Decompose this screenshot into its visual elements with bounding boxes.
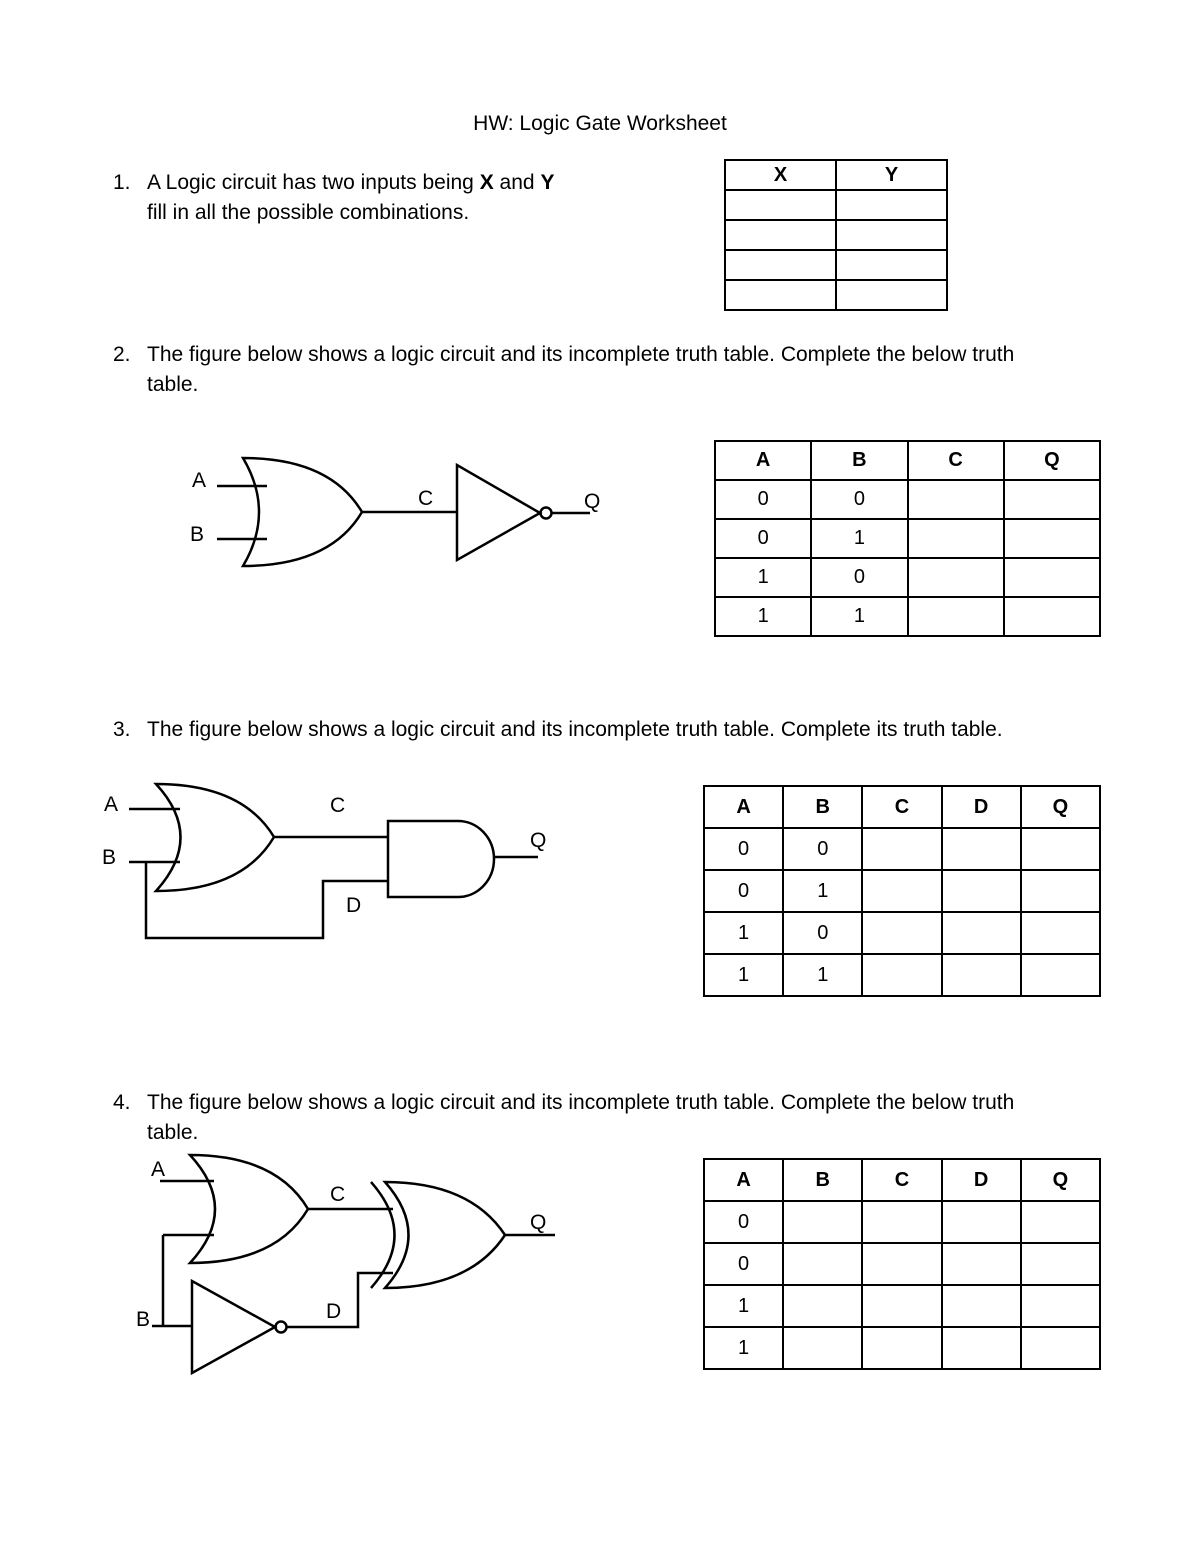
blank-cell[interactable] [862,1243,941,1285]
table-row [715,558,1100,597]
table-cell: 0 [715,519,811,558]
column-header: C [862,1159,941,1201]
table-cell: 0 [783,828,862,870]
blank-cell[interactable] [942,828,1021,870]
table-cell: 0 [704,1201,783,1243]
label-q: Q [530,829,547,852]
or-gate [156,784,274,891]
truth-table-q4 [703,1158,1101,1370]
blank-cell[interactable] [725,190,836,220]
column-header: A [704,1159,783,1201]
label-a: A [104,793,119,816]
table-row [715,480,1100,519]
table-row [704,1243,1100,1285]
column-header: C [908,441,1004,480]
table-header-row [704,1159,1100,1201]
variable-x: X [479,171,494,194]
question-text-line1: The figure below shows a logic circuit and its incomplete truth table. Complete the below truth [147,343,1015,366]
blank-cell[interactable] [1021,954,1100,996]
question-1 [113,168,673,230]
table-cell: 1 [704,912,783,954]
variable-y: Y [540,171,555,194]
table-row [704,1201,1100,1243]
blank-cell[interactable] [942,1285,1021,1327]
table-cell: 0 [704,828,783,870]
blank-cell[interactable] [1021,912,1100,954]
blank-cell[interactable] [862,954,941,996]
label-a: A [151,1158,166,1181]
table-row [725,280,947,310]
question-3 [113,715,1093,747]
question-text [147,168,554,228]
column-header: Q [1021,1159,1100,1201]
label-b: B [136,1308,151,1331]
question-text-line2: table. [147,373,199,396]
blank-cell[interactable] [1021,1201,1100,1243]
or-gate [190,1155,308,1263]
label-c: C [418,487,434,510]
blank-cell[interactable] [942,1327,1021,1369]
blank-cell[interactable] [1021,828,1100,870]
table-cell: 1 [715,558,811,597]
table-row [704,828,1100,870]
table-cell: 0 [811,480,907,519]
question-text: The figure below shows a logic circuit and its incomplete truth table. Complete its truth table. [147,718,1003,741]
column-header: Q [1021,786,1100,828]
question-number: 3. [113,718,131,741]
table-row [725,190,947,220]
blank-cell[interactable] [908,519,1004,558]
blank-cell[interactable] [942,1243,1021,1285]
blank-cell[interactable] [725,280,836,310]
blank-cell[interactable] [1021,1327,1100,1369]
table-cell: 1 [783,870,862,912]
column-header: B [811,441,907,480]
blank-cell[interactable] [1004,558,1100,597]
column-header: D [942,1159,1021,1201]
table-row [725,220,947,250]
label-q: Q [530,1211,547,1234]
table-cell: 0 [715,480,811,519]
question-text [147,340,1014,400]
label-d: D [326,1300,342,1323]
blank-cell[interactable] [908,480,1004,519]
question-number: 1. [113,171,131,194]
blank-cell[interactable] [862,1201,941,1243]
question-text-line2: fill in all the possible combinations. [147,201,470,224]
column-header: Q [1004,441,1100,480]
column-header: A [704,786,783,828]
label-b: B [190,523,205,546]
circuit-q4 [130,1150,570,1380]
table-cell: 1 [715,597,811,636]
question-2 [113,340,1073,402]
table-cell: 1 [704,954,783,996]
blank-cell[interactable] [783,1327,862,1369]
table-header-row [725,160,947,190]
blank-cell[interactable] [783,1243,862,1285]
blank-cell[interactable] [862,1327,941,1369]
blank-cell[interactable] [836,190,947,220]
table-cell: 0 [704,1243,783,1285]
table-cell: 0 [704,870,783,912]
column-header: A [715,441,811,480]
or-gate [243,458,362,566]
blank-cell[interactable] [1004,519,1100,558]
blank-cell[interactable] [783,1285,862,1327]
blank-cell[interactable] [1004,480,1100,519]
blank-cell[interactable] [862,1285,941,1327]
blank-cell[interactable] [1021,1243,1100,1285]
question-text [147,1088,1014,1148]
blank-cell[interactable] [725,220,836,250]
label-c: C [330,1183,346,1206]
and-gate [388,821,494,897]
table-cell: 1 [811,597,907,636]
not-gate [192,1281,275,1373]
question-text-line1: The figure below shows a logic circuit and its incomplete truth table. Complete the below truth [147,1091,1015,1114]
question-text-part: A Logic circuit has two inputs being [147,171,480,194]
table-header-row [715,441,1100,480]
page-title: HW: Logic Gate Worksheet [473,112,727,135]
label-q: Q [584,490,601,513]
table-row [704,1327,1100,1369]
blank-cell[interactable] [942,954,1021,996]
question-number: 4. [113,1091,131,1114]
table-cell: 1 [811,519,907,558]
blank-cell[interactable] [942,1201,1021,1243]
table-row [704,1285,1100,1327]
label-b: B [102,846,117,869]
circuit-q3 [95,780,575,950]
table-cell: 0 [811,558,907,597]
table-cell: 1 [704,1285,783,1327]
blank-cell[interactable] [836,280,947,310]
table-row [704,954,1100,996]
blank-cell[interactable] [942,870,1021,912]
table-row [715,519,1100,558]
truth-table-q1 [724,159,948,311]
table-cell: 0 [783,912,862,954]
column-header: X [725,160,836,190]
question-number: 2. [113,343,131,366]
blank-cell[interactable] [1021,870,1100,912]
table-row [715,597,1100,636]
column-header: B [783,786,862,828]
blank-cell[interactable] [908,558,1004,597]
truth-table-q2 [714,440,1101,637]
blank-cell[interactable] [942,912,1021,954]
table-row [704,870,1100,912]
table-cell: 1 [704,1327,783,1369]
blank-cell[interactable] [725,250,836,280]
blank-cell[interactable] [836,220,947,250]
question-text-line2: table. [147,1121,199,1144]
blank-cell[interactable] [908,597,1004,636]
table-row [725,250,947,280]
xor-gate [385,1182,505,1288]
blank-cell[interactable] [862,828,941,870]
blank-cell[interactable] [1021,1285,1100,1327]
question-text-part: and [493,171,541,194]
blank-cell[interactable] [783,1201,862,1243]
circuit-q2 [170,440,630,580]
column-header: Y [836,160,947,190]
question-4 [113,1088,1073,1150]
table-cell: 1 [783,954,862,996]
column-header: B [783,1159,862,1201]
not-gate [457,465,540,560]
label-a: A [192,469,207,492]
label-d: D [346,894,362,917]
table-row [704,912,1100,954]
blank-cell[interactable] [836,250,947,280]
blank-cell[interactable] [862,912,941,954]
column-header: C [862,786,941,828]
label-c: C [330,794,346,817]
column-header: D [942,786,1021,828]
table-header-row [704,786,1100,828]
blank-cell[interactable] [862,870,941,912]
truth-table-q3 [703,785,1101,997]
blank-cell[interactable] [1004,597,1100,636]
